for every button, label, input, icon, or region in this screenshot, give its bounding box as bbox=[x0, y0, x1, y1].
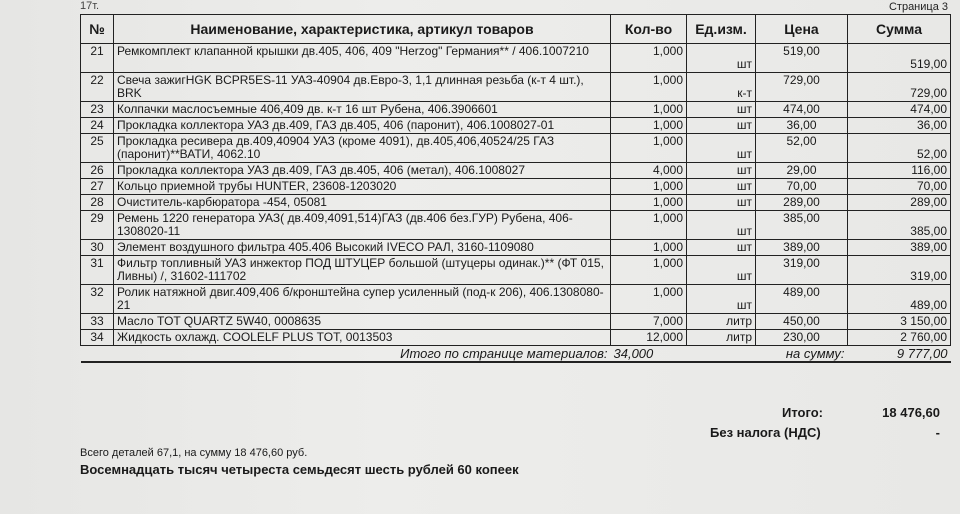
cell-unit: шт bbox=[687, 240, 756, 256]
cell-no: 21 bbox=[81, 44, 114, 73]
cell-unit: литр bbox=[687, 314, 756, 330]
cell-qty: 1,000 bbox=[611, 256, 687, 285]
cell-no: 27 bbox=[81, 179, 114, 195]
cell-name: Масло TOT QUARTZ 5W40, 0008635 bbox=[114, 314, 611, 330]
amount-in-words: Восемнадцать тысяч четыреста семьдесят шесть рублей 60 копеек bbox=[80, 462, 519, 477]
table-row bbox=[81, 73, 951, 102]
page-total-sum: 9 777,00 bbox=[896, 346, 948, 361]
vat-label: Без налога (НДС) bbox=[710, 425, 821, 440]
cell-name: Прокладка коллектора УАЗ дв.409, ГАЗ дв.405, 406 (метал), 406.1008027 bbox=[114, 163, 611, 179]
cell-name: Прокладка коллектора УАЗ дв.409, ГАЗ дв.405, 406 (паронит), 406.1008027-01 bbox=[114, 118, 611, 134]
cell-unit: шт bbox=[687, 195, 756, 211]
cell-no: 30 bbox=[81, 240, 114, 256]
col-header-sum: Сумма bbox=[848, 15, 951, 44]
cell-unit: шт bbox=[687, 211, 756, 240]
table-row bbox=[81, 44, 951, 73]
cell-sum: 3 150,00 bbox=[848, 314, 951, 330]
cell-unit: шт bbox=[687, 102, 756, 118]
table-row bbox=[81, 163, 951, 179]
col-header-no: № bbox=[81, 15, 114, 44]
page-total-row bbox=[81, 346, 951, 363]
cell-qty: 1,000 bbox=[611, 240, 687, 256]
cell-sum: 489,00 bbox=[848, 285, 951, 314]
page-number: Страница 3 bbox=[888, 1, 948, 13]
cell-name: Фильтр топливный УАЗ инжектор ПОД ШТУЦЕР большой (штуцеры одинак.)** (ФТ 015, Ливны) /, 31602-111702 bbox=[114, 256, 611, 285]
table-row bbox=[81, 102, 951, 118]
cell-no: 22 bbox=[81, 73, 114, 102]
vat-value: - bbox=[935, 425, 940, 440]
cell-qty: 1,000 bbox=[611, 285, 687, 314]
cell-name: Свеча зажигHGK BCPR5ES-11 УАЗ-40904 дв.Евро-3, 1,1 длинная резьба (к-т 4 шт.), BRK bbox=[114, 73, 611, 102]
cell-qty: 1,000 bbox=[611, 179, 687, 195]
cell-price: 474,00 bbox=[756, 102, 848, 118]
table-row bbox=[81, 256, 951, 285]
cell-no: 34 bbox=[81, 330, 114, 346]
total-value: 18 476,60 bbox=[882, 405, 940, 420]
page-total-qty: 34,000 bbox=[613, 346, 654, 361]
cell-name: Элемент воздушного фильтра 405.406 Высокий IVECO РАЛ, 3160-1109080 bbox=[114, 240, 611, 256]
page-top-fragment: 17т. bbox=[80, 0, 100, 12]
cell-sum: 474,00 bbox=[848, 102, 951, 118]
cell-unit: литр bbox=[687, 330, 756, 346]
cell-qty: 1,000 bbox=[611, 211, 687, 240]
table-row bbox=[81, 134, 951, 163]
invoice-table bbox=[80, 14, 951, 363]
cell-price: 729,00 bbox=[756, 73, 848, 102]
cell-qty: 1,000 bbox=[611, 73, 687, 102]
total-label: Итого: bbox=[782, 405, 823, 420]
table-row bbox=[81, 285, 951, 314]
cell-qty: 1,000 bbox=[611, 118, 687, 134]
cell-name: Кольцо приемной трубы HUNTER, 23608-1203020 bbox=[114, 179, 611, 195]
col-header-qty: Кол-во bbox=[611, 15, 687, 44]
cell-sum: 52,00 bbox=[848, 134, 951, 163]
cell-name: Ремкомплект клапанной крышки дв.405, 406, 409 "Herzog" Германия** / 406.1007210 bbox=[114, 44, 611, 73]
cell-qty: 1,000 bbox=[611, 44, 687, 73]
cell-no: 31 bbox=[81, 256, 114, 285]
page-total-label: Итого по странице материалов: bbox=[400, 346, 608, 361]
table-row bbox=[81, 314, 951, 330]
cell-unit: шт bbox=[687, 163, 756, 179]
cell-unit: шт bbox=[687, 118, 756, 134]
table-row bbox=[81, 330, 951, 346]
cell-price: 450,00 bbox=[756, 314, 848, 330]
cell-no: 28 bbox=[81, 195, 114, 211]
table-row bbox=[81, 195, 951, 211]
cell-sum: 519,00 bbox=[848, 44, 951, 73]
cell-no: 32 bbox=[81, 285, 114, 314]
table-row bbox=[81, 118, 951, 134]
cell-price: 519,00 bbox=[756, 44, 848, 73]
cell-name: Ремень 1220 генератора УАЗ( дв.409,4091,514)ГАЗ (дв.406 без.ГУР) Рубена, 406-1308020-11 bbox=[114, 211, 611, 240]
cell-qty: 4,000 bbox=[611, 163, 687, 179]
cell-sum: 289,00 bbox=[848, 195, 951, 211]
cell-name: Очиститель-карбюратора -454, 05081 bbox=[114, 195, 611, 211]
cell-sum: 2 760,00 bbox=[848, 330, 951, 346]
cell-sum: 116,00 bbox=[848, 163, 951, 179]
cell-unit: к-т bbox=[687, 73, 756, 102]
cell-unit: шт bbox=[687, 179, 756, 195]
cell-no: 24 bbox=[81, 118, 114, 134]
page-total-sum-label: на сумму: bbox=[785, 346, 845, 361]
cell-sum: 385,00 bbox=[848, 211, 951, 240]
summary-line: Всего деталей 67,1, на сумму 18 476,60 руб. bbox=[80, 447, 308, 459]
cell-unit: шт bbox=[687, 256, 756, 285]
cell-price: 29,00 bbox=[756, 163, 848, 179]
cell-price: 319,00 bbox=[756, 256, 848, 285]
table-header-row bbox=[81, 15, 951, 44]
cell-name: Колпачки маслосъемные 406,409 дв. к-т 16 шт Рубена, 406.3906601 bbox=[114, 102, 611, 118]
cell-no: 25 bbox=[81, 134, 114, 163]
cell-qty: 12,000 bbox=[611, 330, 687, 346]
col-header-name: Наименование, характеристика, артикул товаров bbox=[114, 15, 611, 44]
cell-no: 33 bbox=[81, 314, 114, 330]
cell-qty: 1,000 bbox=[611, 134, 687, 163]
cell-price: 289,00 bbox=[756, 195, 848, 211]
cell-sum: 729,00 bbox=[848, 73, 951, 102]
cell-price: 52,00 bbox=[756, 134, 848, 163]
cell-price: 389,00 bbox=[756, 240, 848, 256]
table-row bbox=[81, 211, 951, 240]
cell-name: Прокладка ресивера дв.409,40904 УАЗ (кроме 4091), дв.405,406,40524/25 ГАЗ (паронит)**ВАТИ, 4062.10 bbox=[114, 134, 611, 163]
cell-price: 230,00 bbox=[756, 330, 848, 346]
table-row bbox=[81, 240, 951, 256]
col-header-price: Цена bbox=[756, 15, 848, 44]
cell-price: 70,00 bbox=[756, 179, 848, 195]
cell-no: 29 bbox=[81, 211, 114, 240]
cell-sum: 389,00 bbox=[848, 240, 951, 256]
cell-no: 26 bbox=[81, 163, 114, 179]
cell-price: 489,00 bbox=[756, 285, 848, 314]
cell-qty: 1,000 bbox=[611, 102, 687, 118]
cell-name: Ролик натяжной двиг.409,406 б/кронштейна супер усиленный (под-к 206), 406.1308080-21 bbox=[114, 285, 611, 314]
cell-price: 385,00 bbox=[756, 211, 848, 240]
cell-name: Жидкость охлажд. COOLELF PLUS TOT, 0013503 bbox=[114, 330, 611, 346]
cell-sum: 70,00 bbox=[848, 179, 951, 195]
col-header-unit: Ед.изм. bbox=[687, 15, 756, 44]
cell-no: 23 bbox=[81, 102, 114, 118]
cell-unit: шт bbox=[687, 134, 756, 163]
cell-unit: шт bbox=[687, 44, 756, 73]
cell-sum: 36,00 bbox=[848, 118, 951, 134]
cell-unit: шт bbox=[687, 285, 756, 314]
cell-qty: 7,000 bbox=[611, 314, 687, 330]
cell-sum: 319,00 bbox=[848, 256, 951, 285]
table-row bbox=[81, 179, 951, 195]
cell-qty: 1,000 bbox=[611, 195, 687, 211]
cell-price: 36,00 bbox=[756, 118, 848, 134]
